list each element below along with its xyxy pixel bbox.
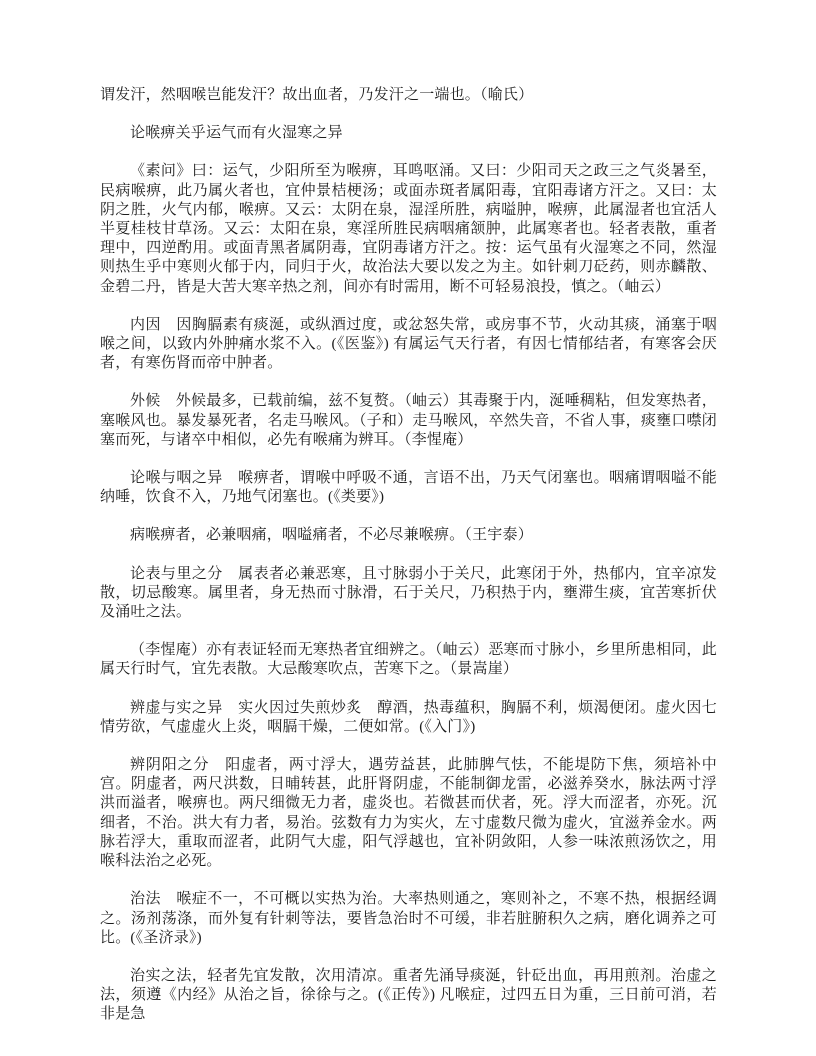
paragraph-yin-yang-distinction: 辨阴阳之分 阳虚者，两寸浮大，遇劳益甚，此肺脾气怯，不能堤防下焦，须培补中宫。阴虚者，两尺洪数，日晡转甚，此肝肾阴虚，不能制御龙雷，必滋养癸水，脉法两寸浮洪而溢者，喉痹也。两尺细微无力者，虚炎也。若微甚而伏者，死。浮大而涩者，亦死。沉细者，不治。洪大有力者，易治。弦数有力为实火，左寸虚数尺微为虚火，宜滋养金水。两脉若浮大，重取而涩者，此阴气大虚，阳气浮越也，宜补阴敛阳，人参一味浓煎汤饮之，用喉科法治之必死。 bbox=[100, 757, 717, 870]
paragraph-biao-li-distinction: 论表与里之分 属表者必兼恶寒，且寸脉弱小于关尺，此寒闭于外，热郁内，宜辛凉发散，切忌酸寒。属里者，身无热而寸脉滑，石于关尺，乃积热于内，壅滞生痰，宜苦寒折伏及涌吐之法。 bbox=[100, 565, 717, 621]
paragraph-lixingan-note: （李惺庵）亦有表证轻而无寒热者宜细辨之。（岫云）恶寒而寸脉小，乡里所患相同，此属天行时气，宜先表散。大忌酸寒吹点，苦寒下之。（景嵩崖） bbox=[100, 642, 717, 678]
paragraph-waihou: 外候 外候最多，已载前编，兹不复赘。（岫云）其毒聚于内，涎唾稠粘，但发寒热者，塞喉风也。暴发暴死者，名走马喉风。（子和）走马喉风，卒然失音，不省人事，痰壅口噤闭塞而死，与诸卒中相似，必先有喉痛为辨耳。（李惺庵） bbox=[100, 393, 717, 448]
paragraph-neiyin: 内因 因胸膈素有痰涎，或纵酒过度，或忿怒失常，或房事不节，火动其痰，涌塞于咽喉之间，以致内外肿痛水浆不入。(《医鉴》) 有属运气天行者，有因七情郁结者，有寒客会厌者，有寒伤肾而帝中肿者。 bbox=[100, 316, 717, 372]
paragraph-continuation: 谓发汗，然咽喉岂能发汗？故出血者，乃发汗之一端也。（喻氏） bbox=[100, 87, 534, 103]
paragraph-suwen-yunqi: 《素问》曰：运气，少阳所至为喉痹，耳鸣呕涌。又曰：少阳司天之政三之气炎暑至，民病喉痹，此乃属火者也，宜仲景桔梗汤；或面赤斑者属阳毒，宜阳毒诸方汗之。又曰：太阴之胜，火气内郁，喉痹。又云：太阴在泉，湿淫所胜，病嗌肿，喉痹，此属湿者也宜活人半夏桂枝甘草汤。又云：太阳在泉，寒淫所胜民病咽痛颔肿，此属寒者也。轻者表散，重者理中，四逆酌用。或面青黑者属阴毒，宜阴毒诸方汗之。按：运气虽有火湿寒之不同，然湿则热生乎中寒则火郁于内，同归于火，故治法大要以发之为主。如针刺刀砭药，则赤麟散、金碧二丹，皆是大苦大寒辛热之剂，间亦有时需用，断不可轻易浪投，慎之。（岫云） bbox=[100, 163, 717, 295]
paragraph-zhishi-zhixu: 治实之法，轻者先宜发散，次用清凉。重者先涌导痰涎，针砭出血，再用煎剂。治虚之法，须遵《内经》从治之旨，徐徐与之。(《正传》) 凡喉症，过四五日为重，三日前可消，若非是急 bbox=[100, 967, 717, 1023]
paragraph-houbi-yantong: 病喉痹者，必兼咽痛，咽嗌痛者，不必尽兼喉痹。（王宇泰） bbox=[130, 527, 533, 544]
paragraph-xu-shi-distinction: 辨虚与实之异 实火因过失煎炒炙 醇酒，热毒蕴积，胸膈不利，烦渴便闭。虚火因七情劳欲，气虚虚火上炎，咽膈干燥，二便如常。(《入门》) bbox=[100, 699, 717, 735]
paragraph-hou-yan-difference: 论喉与咽之异 喉痹者，谓喉中呼吸不通，言语不出，乃天气闭塞也。咽痛谓咽嗌不能纳唾，饮食不入，乃地气闭塞也。(《类要》) bbox=[100, 470, 717, 506]
section-heading: 论喉痹关乎运气而有火湿寒之异 bbox=[130, 125, 343, 142]
paragraph-zhifa: 治法 喉症不一，不可概以实热为治。大率热则通之，寒则补之，不寒不热，根据经调之。汤剂荡涤，而外复有针刺等法，要皆急治时不可缓，非若脏腑积久之病，磨化调养之可比。(《圣济录》) bbox=[100, 891, 717, 946]
